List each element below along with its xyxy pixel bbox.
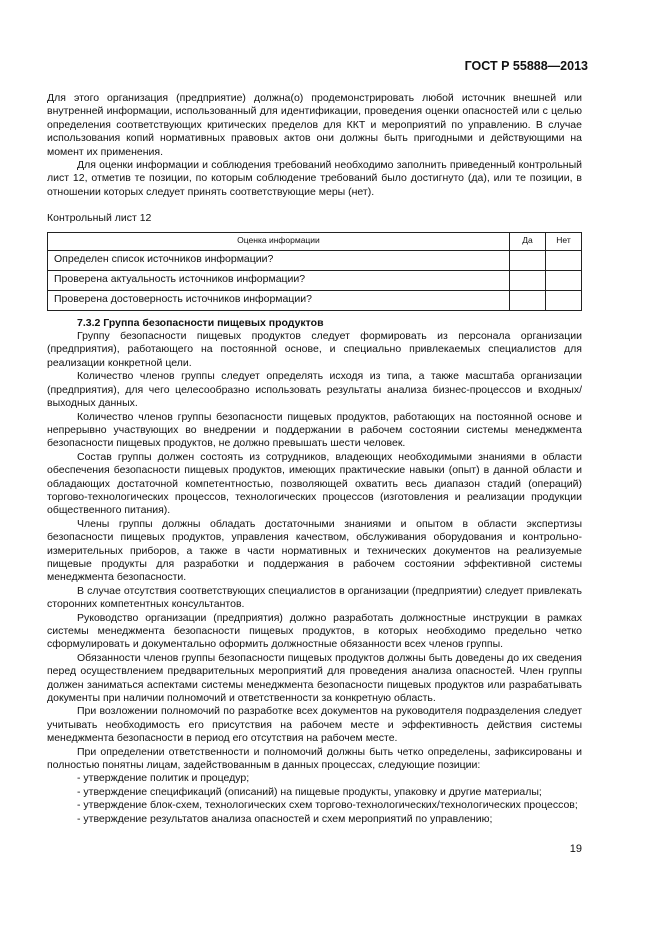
header-no: Нет bbox=[546, 232, 582, 250]
checkbox-yes[interactable] bbox=[510, 270, 546, 290]
checklist-question: Определен список источников информации? bbox=[48, 250, 510, 270]
intro-paragraph-1: Для этого организация (предприятие) должна(о) продемонстрировать любой источник внешней или внутренней информации, использованный для идентификации, проведения оценки опасностей или с целью определения соответствующих критических пределов для ККТ и мероприятий по управлению. В случае использования копий нормативных правовых актов они должны быть пригодными и действующими на момент их применения. bbox=[47, 92, 582, 158]
page-number: 19 bbox=[569, 843, 582, 855]
page-body bbox=[47, 92, 582, 826]
checkbox-yes[interactable] bbox=[510, 250, 546, 270]
checklist-row bbox=[48, 250, 582, 270]
checklist-question: Проверена актуальность источников информации? bbox=[48, 270, 510, 290]
checklist-row bbox=[48, 270, 582, 290]
standard-number: ГОСТ Р 55888—2013 bbox=[464, 59, 588, 73]
list-item: - утверждение результатов анализа опасностей и схем мероприятий по управлению; bbox=[77, 812, 493, 825]
section-paragraph: Группу безопасности пищевых продуктов следует формировать из персонала организации (предприятия), работающего на постоянной основе, и специально привлекаемых специалистов для реализации конкретной цели. bbox=[47, 330, 582, 369]
section-paragraph: Руководство организации (предприятия) должно разработать должностные инструкции в рамках системы менеджмента безопасности пищевых продуктов, в которых необходимо предельно четко сформулировать и документально оформить должностные обязанности всех членов группы. bbox=[47, 611, 582, 651]
checklist-header-row bbox=[48, 232, 582, 250]
checkbox-yes[interactable] bbox=[510, 290, 546, 310]
section-paragraph: Состав группы должен состоять из сотрудников, владеющих необходимыми знаниями в области обеспечения безопасности пищевых продуктов, имеющих практические навыки (опыт) в данной области и обладающих достаточной компетентностью, позволяющей охватить весь диапазон стадий (операций) торгово-технологических процессов, технологических процессов (изготовления и реализации продукции общественного питания). bbox=[47, 450, 582, 517]
checkbox-no[interactable] bbox=[546, 290, 582, 310]
intro-paragraph-2: Для оценки информации и соблюдения требований необходимо заполнить приведенный контрольный лист 12, отметив те позиции, по которым соблюдение требований было достигнуто (да), или те позиции, в отношении которых следует принять соответствующие меры (нет). bbox=[47, 159, 582, 198]
section-paragraph: Обязанности членов группы безопасности пищевых продуктов должны быть доведены до их сведения перед осуществлением предварительных мероприятий для проведения анализа опасностей. Член группы должен заниматься аспектами системы менеджмента безопасности пищевых продуктов или разрабатывать документы при наличии полномочий и ответственности за конкретную область. bbox=[47, 651, 582, 705]
list-item: - утверждение блок-схем, технологических схем торгово-технологических/технологических процессов; bbox=[77, 799, 578, 812]
section-paragraph: В случае отсутствия соответствующих специалистов в организации (предприятии) следует привлекать сторонних компетентных консультантов. bbox=[47, 584, 582, 611]
checklist-row bbox=[48, 290, 582, 310]
header-yes: Да bbox=[510, 232, 546, 250]
section-paragraph: Количество членов группы безопасности пищевых продуктов, работающих на постоянной основе и непрерывно участвующих во внедрении и поддержании в рабочем состоянии системы менеджмента безопасности пищевых продуктов, не должно превышать шести человек. bbox=[47, 410, 582, 450]
checkbox-no[interactable] bbox=[546, 270, 582, 290]
section-paragraph: При определении ответственности и полномочий должны быть четко определены, зафиксированы и полностью понятны лицам, задействованным в данных процессах, следующие позиции: bbox=[47, 745, 582, 772]
section-paragraph: При возложении полномочий по разработке всех документов на руководителя подразделения следует учитывать необходимость его присутствия на рабочем месте и эффективность действия системы менеджмента безопасности в период его отсутствия на рабочем месте. bbox=[47, 705, 582, 745]
checkbox-no[interactable] bbox=[546, 250, 582, 270]
checklist-table bbox=[47, 232, 582, 311]
section-paragraph: Количество членов группы следует определять исходя из типа, а также масштаба организации (предприятия), для чего целесообразно использовать результаты анализа бизнес-процессов и входных/выходных данных. bbox=[47, 370, 582, 410]
checklist-caption: Контрольный лист 12 bbox=[47, 212, 152, 225]
section-paragraph: Члены группы должны обладать достаточными знаниями и опытом в области экспертизы безопасности пищевых продуктов, управления качеством, обслуживания оборудования и контрольно-измерительных приборов, а также в части нормативных и технических документов на реализуемые пищевые продукты для разработки и поддержания в рабочем состоянии эффективной системы менеджмента безопасности. bbox=[47, 517, 582, 584]
checklist-question: Проверена достоверность источников информации? bbox=[48, 290, 510, 310]
list-item: - утверждение политик и процедур; bbox=[77, 772, 250, 785]
list-item: - утверждение спецификаций (описаний) на пищевые продукты, упаковку и другие материалы; bbox=[77, 785, 542, 798]
header-item: Оценка информации bbox=[48, 232, 510, 250]
section-title: 7.3.2 Группа безопасности пищевых продуктов bbox=[77, 316, 324, 329]
